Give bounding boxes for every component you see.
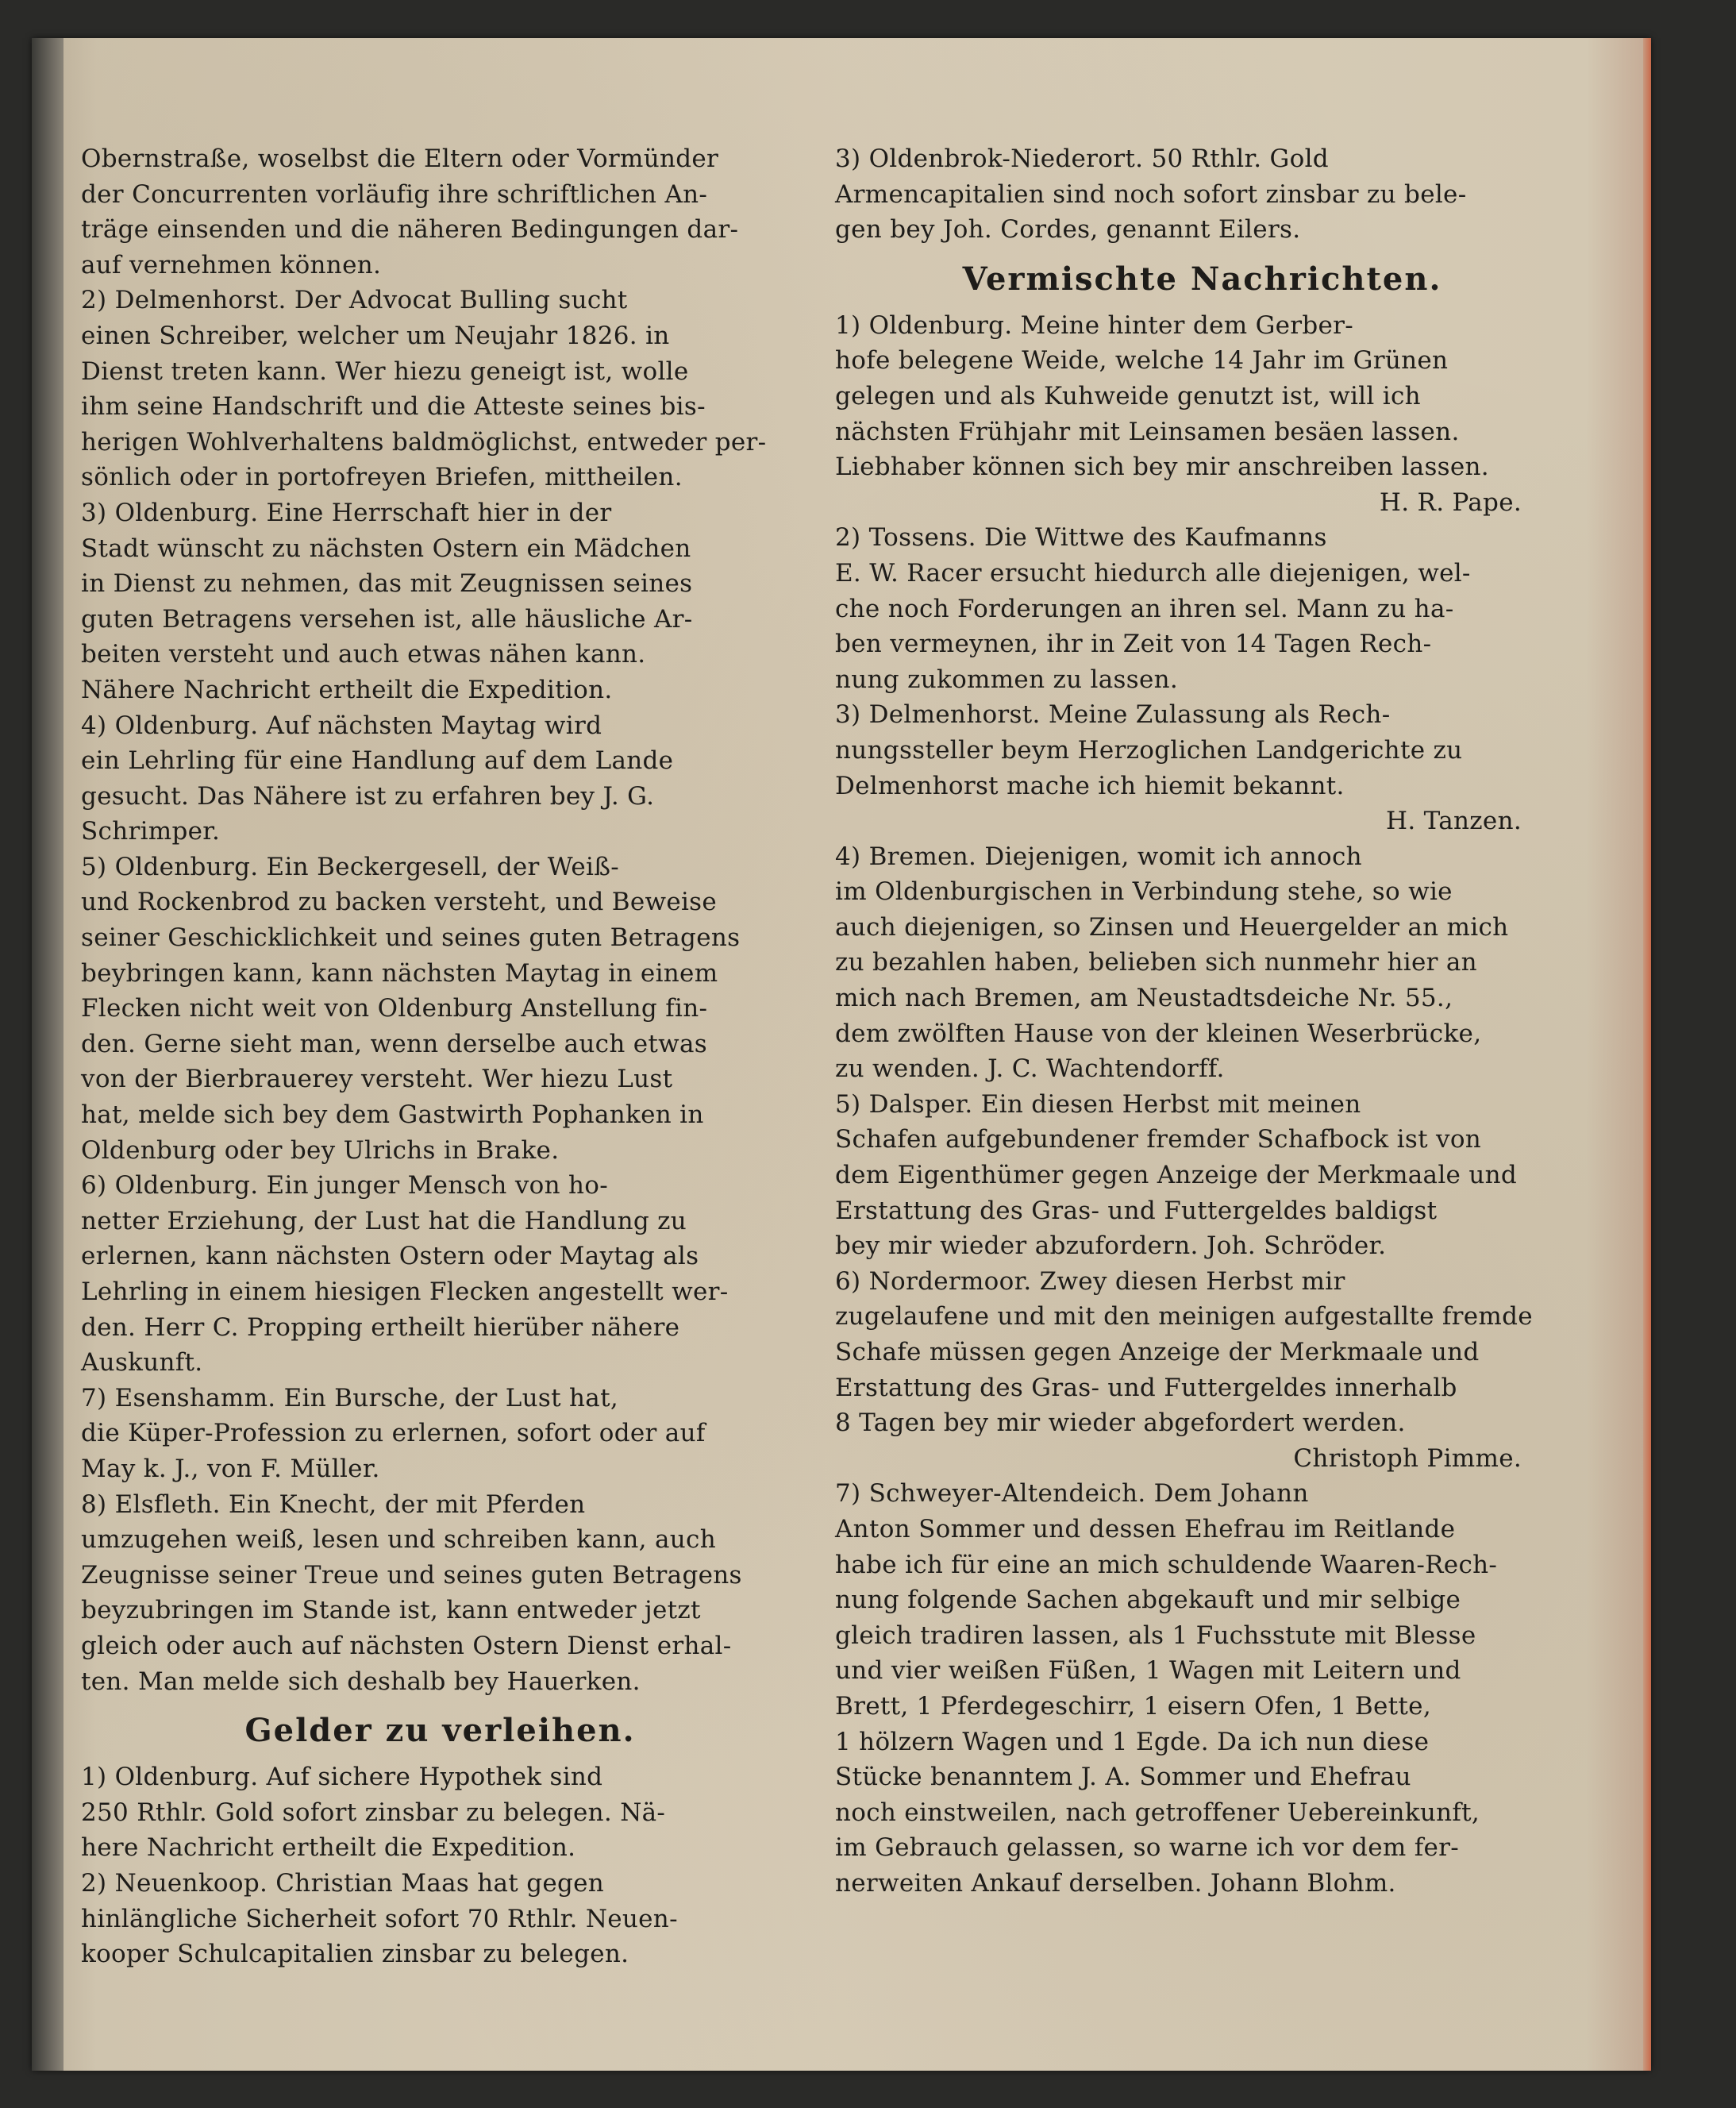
notice-entry <box>81 141 799 283</box>
text-line: noch einstweilen, nach getroffener Uebereinkunft, <box>835 1798 1480 1827</box>
text-line: herigen Wohlverhaltens baldmöglichst, entweder per- <box>81 427 767 457</box>
notice-entry <box>835 520 1569 697</box>
text-line: gleich oder auch auf nächsten Ostern Dienst erhal- <box>81 1631 732 1660</box>
text-line: bey mir wieder abzufordern. Joh. Schröder. <box>835 1231 1387 1261</box>
book-spine <box>32 38 64 2071</box>
text-line: 1 hölzern Wagen und 1 Egde. Da ich nun diese <box>835 1727 1430 1756</box>
text-line: 4) Oldenburg. Auf nächsten Maytag wird <box>81 711 602 740</box>
notice-entry <box>835 1087 1569 1264</box>
text-line: 7) Esenshamm. Ein Bursche, der Lust hat, <box>81 1383 618 1412</box>
notice-entry <box>81 1866 799 1972</box>
text-line: May k. J., von F. Müller. <box>81 1454 380 1483</box>
verm-entries <box>835 308 1569 1902</box>
text-line: Erstattung des Gras- und Futtergeldes baldigst <box>835 1196 1438 1225</box>
text-line: den. Herr C. Propping ertheilt hierüber nähere <box>81 1312 680 1342</box>
text-line: Auskunft. <box>81 1348 203 1378</box>
notice-entry <box>835 839 1569 1087</box>
text-line: 6) Nordermoor. Zwey diesen Herbst mir <box>835 1266 1345 1296</box>
heading-gelder-zu-verleihen: Gelder zu verleihen. <box>244 1712 636 1750</box>
notice-entry <box>835 308 1569 521</box>
text-line: gelegen und als Kuhweide genutzt ist, will ich <box>835 381 1421 410</box>
text-line: E. W. Racer ersucht hiedurch alle diejenigen, wel- <box>835 558 1471 588</box>
text-line: 3) Delmenhorst. Meine Zulassung als Rech- <box>835 700 1391 730</box>
heading-vermischte-nachrichten: Vermischte Nachrichten. <box>962 260 1442 298</box>
text-line: Stücke benanntem J. A. Sommer und Ehefrau <box>835 1763 1411 1792</box>
text-line: auf vernehmen können. <box>81 250 382 279</box>
notice-entry <box>81 495 799 708</box>
text-line: ten. Man melde sich deshalb bey Hauerken. <box>81 1667 641 1696</box>
text-line: und Rockenbrod zu backen versteht, und Beweise <box>81 888 718 917</box>
text-line: hinlängliche Sicherheit sofort 70 Rthlr. Neuen- <box>81 1904 678 1933</box>
text-line: seiner Geschicklichkeit und seines guten Betragens <box>81 923 741 953</box>
text-line: von der Bierbrauerey versteht. Wer hiezu Lust <box>81 1065 673 1094</box>
text-line: nerweiten Ankauf derselben. Johann Blohm. <box>835 1868 1396 1898</box>
page-edge <box>1643 38 1651 2071</box>
text-line: Anton Sommer und dessen Ehefrau im Reitlande <box>835 1514 1456 1543</box>
text-line: 3) Oldenbrok-Niederort. 50 Rthlr. Gold <box>835 145 1329 173</box>
left-entries <box>81 141 799 1699</box>
text-line: umzugehen weiß, lesen und schreiben kann, auch <box>81 1525 716 1555</box>
text-line: 3) Oldenburg. Eine Herrschaft hier in der <box>81 498 612 527</box>
text-line: dem Eigenthümer gegen Anzeige der Merkmaale und <box>835 1161 1518 1190</box>
left-column <box>81 141 799 1972</box>
text-line: erlernen, kann nächsten Ostern oder Maytag als <box>81 1242 699 1271</box>
text-line: 7) Schweyer-Altendeich. Dem Johann <box>835 1479 1309 1509</box>
right-top-entries <box>835 141 1569 248</box>
text-line: 2) Tossens. Die Wittwe des Kaufmanns <box>835 523 1327 553</box>
text-line: netter Erziehung, der Lust hat die Handlung zu <box>81 1206 687 1235</box>
text-line: Stadt wünscht zu nächsten Ostern ein Mädchen <box>81 534 691 563</box>
text-line: zugelaufene und mit den meinigen aufgestallte fremde <box>835 1302 1533 1331</box>
text-line: dem zwölften Hause von der kleinen Weserbrücke, <box>835 1019 1482 1048</box>
text-line: 2) Neuenkoop. Christian Maas hat gegen <box>81 1868 605 1898</box>
notice-entry <box>835 697 1569 838</box>
text-line: guten Betragens versehen ist, alle häusliche Ar- <box>81 604 693 634</box>
text-line: und vier weißen Füßen, 1 Wagen mit Leitern und <box>835 1656 1461 1686</box>
newspaper-page <box>32 38 1651 2071</box>
text-line: 6) Oldenburg. Ein junger Mensch von ho- <box>81 1171 609 1200</box>
signature: H. R. Pape. <box>1379 487 1522 517</box>
text-line: beyzubringen im Stande ist, kann entweder jetzt <box>81 1596 701 1625</box>
text-line: auch diejenigen, so Zinsen und Heuergelder an mich <box>835 912 1509 942</box>
right-column <box>835 141 1569 1902</box>
text-line: gleich tradiren lassen, als 1 Fuchsstute mit Blesse <box>835 1621 1476 1650</box>
text-line: nächsten Frühjahr mit Leinsamen besäen lassen. <box>835 417 1460 446</box>
notice-entry <box>81 1381 799 1487</box>
text-line: ein Lehrling für eine Handlung auf dem Lande <box>81 746 674 776</box>
text-line: 4) Bremen. Diejenigen, womit ich annoch <box>835 842 1362 871</box>
text-line: Flecken nicht weit von Oldenburg Anstellung fin- <box>81 994 708 1023</box>
notice-entry <box>81 1168 799 1381</box>
notice-entry <box>81 1759 799 1866</box>
text-line: zu wenden. J. C. Wachtendorff. <box>835 1054 1225 1084</box>
text-line: Oldenburg oder bey Ulrichs in Brake. <box>81 1135 560 1165</box>
text-line: einen Schreiber, welcher um Neujahr 1826. in <box>81 321 670 350</box>
notice-entry <box>81 283 799 495</box>
text-line: Obernstraße, woselbst die Eltern oder Vormünder <box>81 145 719 173</box>
text-line: beiten versteht und auch etwas nähen kann. <box>81 640 646 669</box>
text-line: 8) Elsfleth. Ein Knecht, der mit Pferden <box>81 1489 586 1519</box>
text-line: zu bezahlen haben, belieben sich nunmehr hier an <box>835 948 1477 977</box>
notice-entry <box>835 1264 1569 1477</box>
geld-entries <box>81 1759 799 1972</box>
text-line: gesucht. Das Nähere ist zu erfahren bey J. G. <box>81 781 655 811</box>
text-line: in Dienst zu nehmen, das mit Zeugnissen seines <box>81 569 693 599</box>
notice-entry <box>81 708 799 850</box>
text-line: Dienst treten kann. Wer hiezu geneigt ist, wolle <box>81 356 689 386</box>
text-line: here Nachricht ertheilt die Expedition. <box>81 1833 576 1863</box>
notice-entry <box>81 850 799 1168</box>
text-line: Armencapitalien sind noch sofort zinsbar zu bele- <box>835 179 1467 209</box>
text-line: Nähere Nachricht ertheilt die Expedition. <box>81 675 613 704</box>
text-line: nungssteller beym Herzoglichen Landgerichte zu <box>835 735 1463 765</box>
text-line: 2) Delmenhorst. Der Advocat Bulling sucht <box>81 286 628 315</box>
text-line: der Concurrenten vorläufig ihre schriftlichen An- <box>81 179 708 209</box>
text-line: 5) Oldenburg. Ein Beckergesell, der Weiß- <box>81 852 620 881</box>
text-line: 250 Rthlr. Gold sofort zinsbar zu belegen. Nä- <box>81 1798 666 1827</box>
text-line: träge einsenden und die näheren Bedingungen dar- <box>81 215 739 245</box>
text-line: ihm seine Handschrift und die Atteste seines bis- <box>81 392 706 422</box>
text-line: Schrimper. <box>81 817 221 846</box>
signature: Christoph Pimme. <box>1293 1443 1522 1473</box>
text-line: 1) Oldenburg. Auf sichere Hypothek sind <box>81 1763 603 1792</box>
text-line: ben vermeynen, ihr in Zeit von 14 Tagen Rech- <box>835 630 1432 659</box>
text-line: Delmenhorst mache ich hiemit bekannt. <box>835 771 1345 800</box>
text-line: Brett, 1 Pferdegeschirr, 1 eisern Ofen, 1 Bette, <box>835 1691 1431 1721</box>
text-line: im Gebrauch gelassen, so warne ich vor dem fer- <box>835 1833 1460 1863</box>
text-line: die Küper-Profession zu erlernen, sofort oder auf <box>81 1419 706 1448</box>
notice-entry <box>835 1476 1569 1901</box>
text-line: nung zukommen zu lassen. <box>835 665 1179 694</box>
text-line: sönlich oder in portofreyen Briefen, mittheilen. <box>81 463 683 492</box>
text-line: Lehrling in einem hiesigen Flecken angestellt wer- <box>81 1278 729 1306</box>
text-line: gen bey Joh. Cordes, genannt Eilers. <box>835 215 1301 245</box>
text-line: Schafen aufgebundener fremder Schafbock ist von <box>835 1125 1482 1154</box>
signature: H. Tanzen. <box>1386 807 1522 836</box>
text-line: kooper Schulcapitalien zinsbar zu belegen. <box>81 1940 629 1969</box>
text-line: mich nach Bremen, am Neustadtsdeiche Nr. 55., <box>835 984 1453 1013</box>
notice-entry <box>835 141 1569 248</box>
text-line: nung folgende Sachen abgekauft und mir selbige <box>835 1586 1461 1615</box>
text-line: den. Gerne sieht man, wenn derselbe auch etwas <box>81 1029 707 1058</box>
text-line: Schafe müssen gegen Anzeige der Merkmaale und <box>835 1338 1480 1366</box>
text-line: beybringen kann, kann nächsten Maytag in einem <box>81 958 718 988</box>
notice-entry <box>81 1487 799 1700</box>
text-line: Zeugnisse seiner Treue und seines guten Betragens <box>81 1560 742 1590</box>
text-line: 5) Dalsper. Ein diesen Herbst mit meinen <box>835 1089 1361 1119</box>
text-line: hat, melde sich bey dem Gastwirth Pophanken in <box>81 1100 704 1130</box>
text-line: 8 Tagen bey mir wieder abgefordert werden. <box>835 1409 1406 1438</box>
text-line: habe ich für eine an mich schuldende Waaren-Rech- <box>835 1550 1498 1579</box>
text-line: che noch Forderungen an ihren sel. Mann zu ha- <box>835 594 1454 623</box>
text-line: Erstattung des Gras- und Futtergeldes innerhalb <box>835 1373 1457 1402</box>
text-line: 1) Oldenburg. Meine hinter dem Gerber- <box>835 310 1354 340</box>
text-line: Liebhaber können sich bey mir anschreiben lassen. <box>835 453 1489 482</box>
text-line: im Oldenburgischen in Verbindung stehe, so wie <box>835 877 1453 907</box>
text-line: hofe belegene Weide, welche 14 Jahr im Grünen <box>835 346 1449 376</box>
